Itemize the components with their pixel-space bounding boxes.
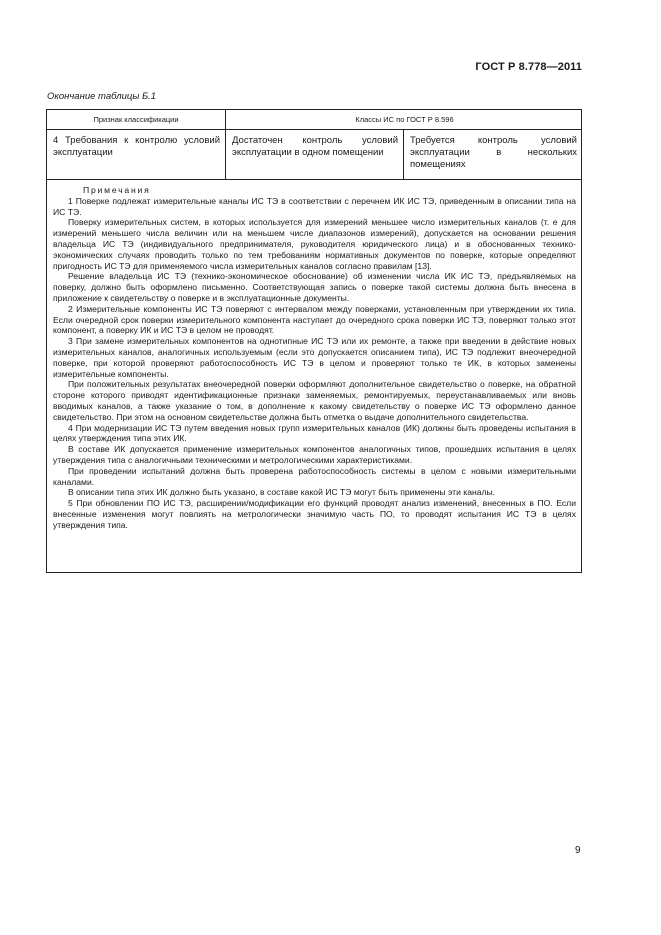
cell-class-2: Требуется контроль условий эксплуатации в нескольких помещениях <box>410 135 577 170</box>
cell-class-1: Достаточен контроль условий эксплуатации в одном помещении <box>226 130 404 179</box>
document-code: ГОСТ Р 8.778—2011 <box>475 61 582 73</box>
column-header-classes: Классы ИС по ГОСТ Р 8.596 <box>355 115 454 124</box>
classification-table <box>46 109 582 573</box>
note-paragraph: Решение владельца ИС ТЭ (технико-экономическое обоснование) об изменении числа ИК ИС ТЭ, предъявляемых на поверку, должно быть оформлено письменно. Соответствующая запись о поверке такой системы должна быть внесена в приложение к свидетельству о поверке и в эксплуатационные документы. <box>53 271 576 303</box>
notes-block <box>47 180 581 531</box>
note-paragraph: При положительных результатах внеочередной поверки оформляют дополнительное свидетельство о поверке, на обратной стороне которого приводят идентификационные признаки заменяемых, ремонтируемых, переустанавливаемых или вновь вводимых каналов, а также указание о том, в дополнение к какому свидетельству о поверке ИС ТЭ оформлено данное свидетельство. При этом на основном свидетельстве должна быть отметка о выдаче дополнительного свидетельства. <box>53 379 576 422</box>
note-paragraph: В составе ИК допускается применение измерительных компонентов аналогичных типов, прошедших испытания в целях утверждения типа с аналогичными техническими и метрологическими характеристиками. <box>53 444 576 465</box>
note-paragraph: 3 При замене измерительных компонентов на однотипные ИС ТЭ или их ремонте, а также при введении в действие новых измерительных каналов, аналогичных используемым (если это допускается описанием типа), ИС ТЭ подлежит внеочередной поверке, при которой проверяют работоспособность ИС ТЭ в целом и проверяют только те ИК, в которых заменены измерительные компоненты. <box>53 336 576 379</box>
cell-feature: 4 Требования к контролю условий эксплуатации <box>47 130 226 179</box>
note-paragraph: 1 Поверке подлежат измерительные каналы ИС ТЭ в соответствии с перечнем ИК ИС ТЭ, приведенным в описании типа на ИС ТЭ. <box>53 195 576 217</box>
note-paragraph: Поверку измерительных систем, в которых используется для измерений меньшее число измерительных каналов (т. е для измерений меньшего числа величин или на меньшем числе диапазонов измерений), допускается на основании решения владельца ИС ТЭ (индивидуального предпринимателя, руководителя юридического лица) и в обоснованных технико-экономических случаях проводить только по тем требованиям нормативных документов по поверке, которые определяют пригодность ИС ТЭ для применяемого числа измерительных каналов согласно правилам [13]. <box>53 217 576 271</box>
table-caption: Окончание таблицы Б.1 <box>47 91 157 102</box>
page-number: 9 <box>575 845 581 856</box>
notes-heading: Примечания <box>83 185 151 195</box>
note-paragraph: При проведении испытаний должна быть проверена работоспособность системы в целом с новыми измерительными каналами. <box>53 465 576 487</box>
note-paragraph: 4 При модернизации ИС ТЭ путем введения новых групп измерительных каналов (ИК) должны быть проведены испытания в целях утверждения типа этих ИК. <box>53 422 576 444</box>
note-paragraph: 2 Измерительные компоненты ИС ТЭ поверяют с интервалом между поверками, установленным при утверждении их типа. Если очередной срок поверки измерительного компонента наступает до очередного срока поверки ИС ТЭ, поверяют только этот компонент, а поверку ИК и ИС ТЭ в целом не проводят. <box>53 303 576 336</box>
table-row <box>47 130 581 180</box>
table-header-row <box>47 110 581 130</box>
note-paragraph: 5 При обновлении ПО ИС ТЭ, расширении/модификации его функций проводят анализ изменений, внесенных в ПО. Если внесенные изменения могут повлиять на метрологически значимую часть ПО, то проводят испытания ИС ТЭ в целях утверждения типа. <box>53 498 576 530</box>
column-header-feature: Признак классификации <box>47 110 226 129</box>
note-paragraph: В описании типа этих ИК должно быть указано, в составе какой ИС ТЭ могут быть применены эти каналы. <box>68 487 496 498</box>
